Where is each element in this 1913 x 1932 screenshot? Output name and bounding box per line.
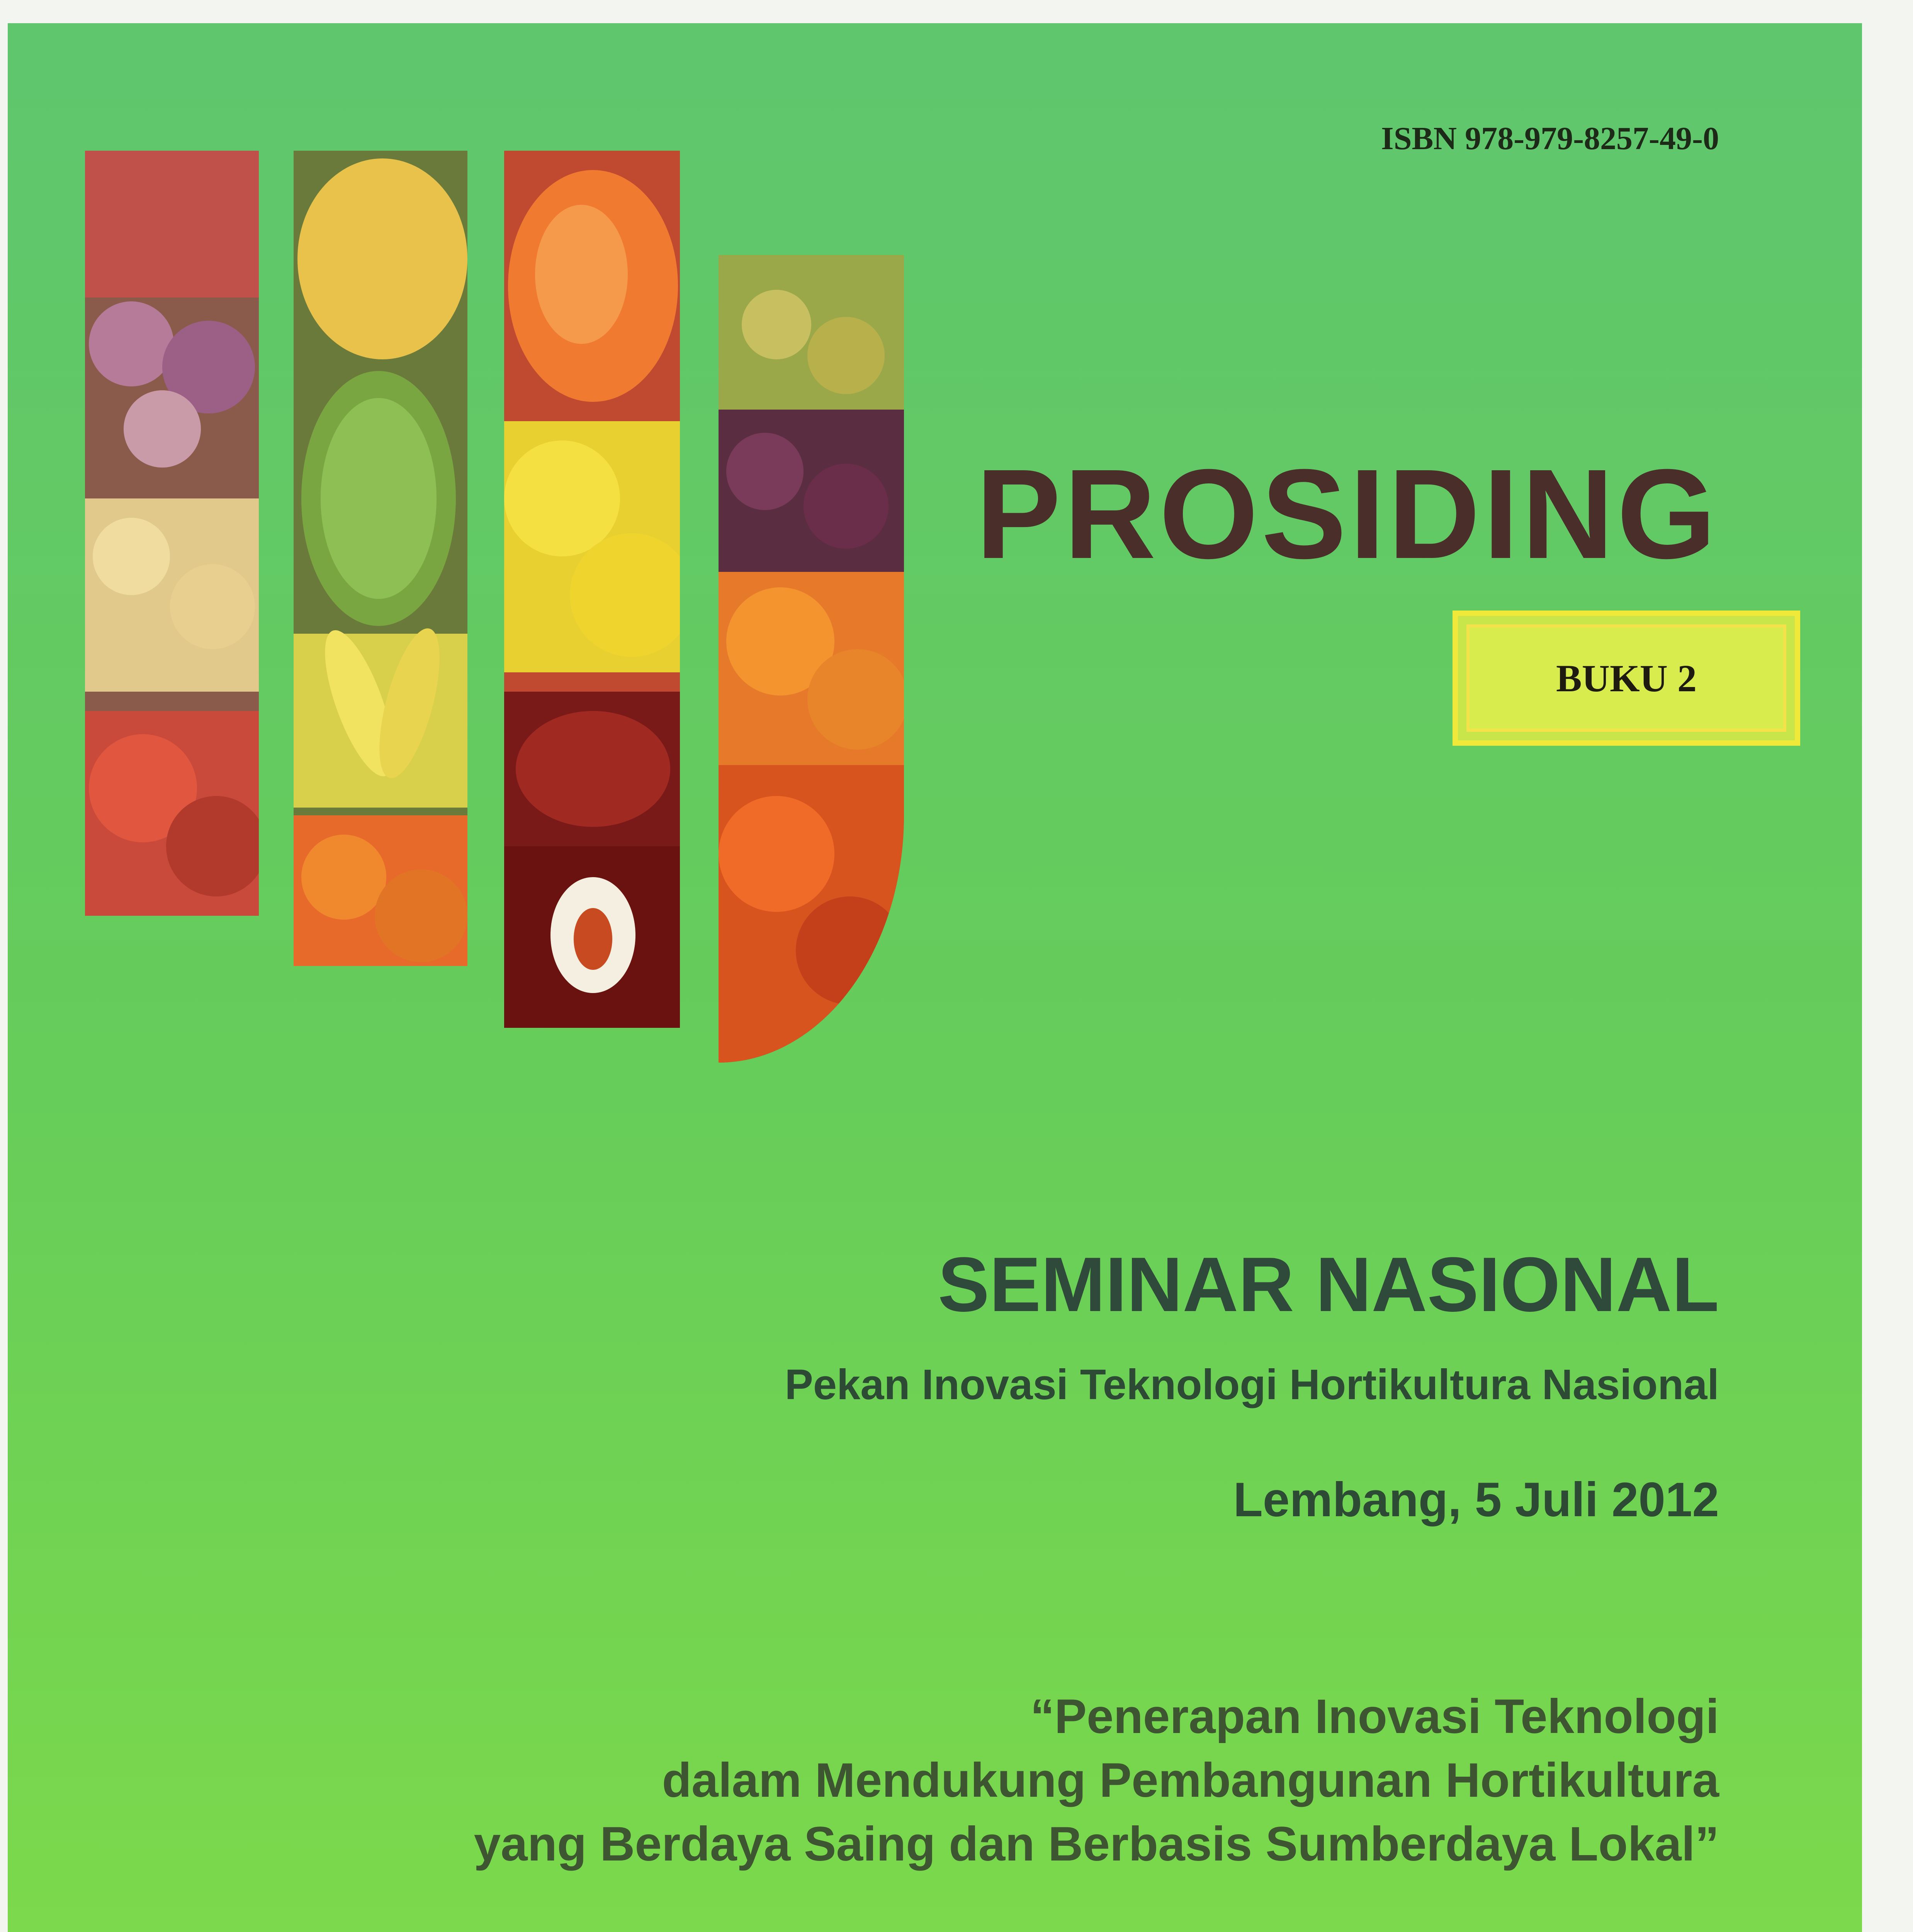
volume-box (1453, 611, 1800, 746)
book-cover (8, 23, 1862, 1932)
isbn-label: ISBN 978-979-8257-49-0 (1381, 121, 1719, 156)
volume-label: BUKU 2 (1466, 624, 1786, 732)
theme-line: yang Berdaya Saing dan Berbasis Sumberdaya Lokal” (474, 1817, 1719, 1871)
cover-title: PROSIDING (976, 442, 1719, 585)
theme-line: “Penerapan Inovasi Teknologi (1030, 1690, 1719, 1743)
seminar-location-date: Lembang, 5 Juli 2012 (1233, 1473, 1719, 1527)
produce-photo-strip-2 (294, 151, 467, 966)
seminar-title: SEMINAR NASIONAL (938, 1242, 1719, 1328)
produce-photo-strip-3 (504, 151, 680, 1028)
seminar-theme (474, 1685, 1719, 1876)
theme-line: dalam Mendukung Pembangunan Hortikultura (662, 1753, 1719, 1807)
produce-photo-strip-1 (85, 151, 259, 916)
seminar-subtitle: Pekan Inovasi Teknologi Hortikultura Nasional (785, 1361, 1719, 1408)
produce-photo-strip-4 (719, 255, 904, 1063)
